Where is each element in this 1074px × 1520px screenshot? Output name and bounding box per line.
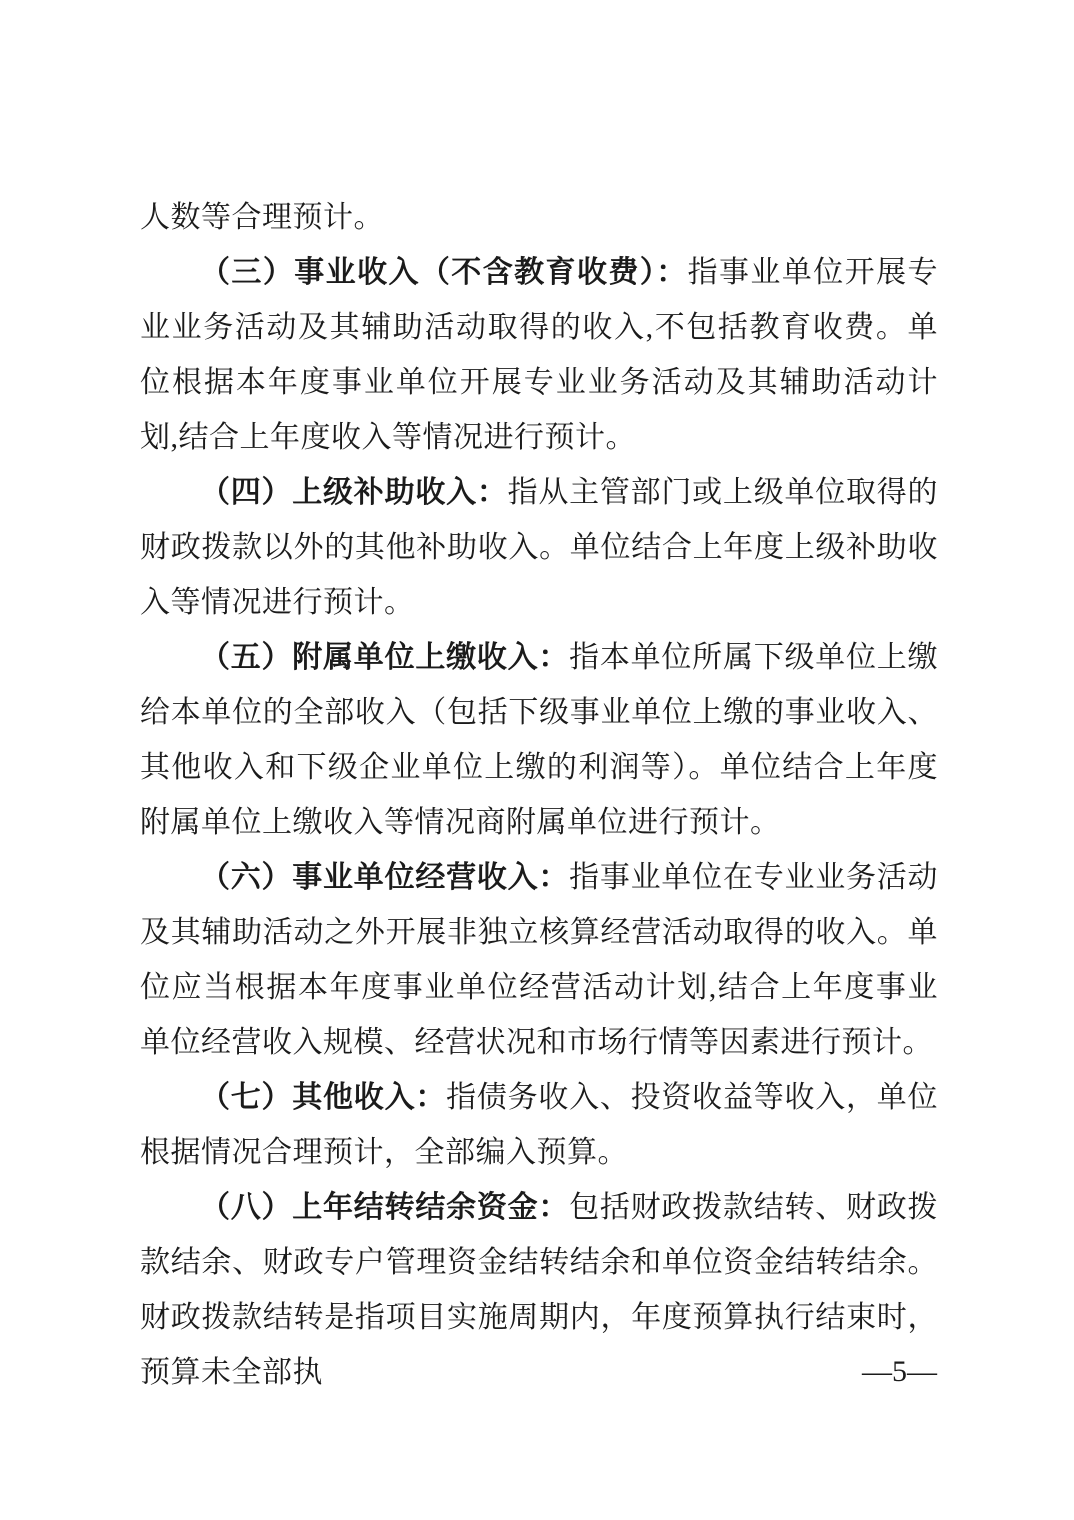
paragraph-continuation — [140, 190, 938, 245]
paragraph-item-5 — [140, 630, 938, 850]
section-heading: （五）附属单位上缴收入： — [200, 641, 570, 674]
section-heading: （六）事业单位经营收入： — [200, 861, 570, 894]
paragraph-text: 指事业单位开展专业业务活动及其辅助活动取得的收入,不包括教育收费。单位根据本年度事业单位开展专业业务活动及其辅助活动计划,结合上年度收入等情况进行预计。 — [140, 256, 939, 454]
paragraph-text: 包括财政拨款结转、财政拨款结余、财政专户管理资金结转结余和单位资金结转结余。财政拨款结转是指项目实施周期内，年度预算执行结束时，预算未全部执 — [140, 1191, 939, 1389]
paragraph-text: 人数等合理预计。 — [140, 201, 384, 234]
paragraph-text: 指债务收入、投资收益等收入，单位根据情况合理预计，全部编入预算。 — [140, 1081, 939, 1169]
section-heading: （八）上年结转结余资金： — [200, 1191, 570, 1224]
paragraph-item-8 — [140, 1180, 938, 1400]
paragraph-text: 指事业单位在专业业务活动及其辅助活动之外开展非独立核算经营活动取得的收入。单位应当根据本年度事业单位经营活动计划,结合上年度事业单位经营收入规模、经营状况和市场行情等因素进行预计。 — [140, 861, 939, 1059]
paragraph-text: 指本单位所属下级单位上缴给本单位的全部收入（包括下级事业单位上缴的事业收入、其他收入和下级企业单位上缴的利润等）。单位结合上年度附属单位上缴收入等情况商附属单位进行预计。 — [140, 641, 939, 839]
paragraph-item-4 — [140, 465, 938, 630]
paragraph-item-6 — [140, 850, 938, 1070]
section-heading: （三）事业收入（不含教育收费）： — [200, 256, 688, 289]
paragraph-item-3 — [140, 245, 938, 465]
document-body — [140, 190, 938, 1400]
section-heading: （七）其他收入： — [200, 1081, 447, 1114]
page-number: —5— — [862, 1355, 937, 1388]
section-heading: （四）上级补助收入： — [200, 476, 508, 509]
paragraph-item-7 — [140, 1070, 938, 1180]
paragraph-text: 指从主管部门或上级单位取得的财政拨款以外的其他补助收入。单位结合上年度上级补助收入等情况进行预计。 — [140, 476, 939, 619]
